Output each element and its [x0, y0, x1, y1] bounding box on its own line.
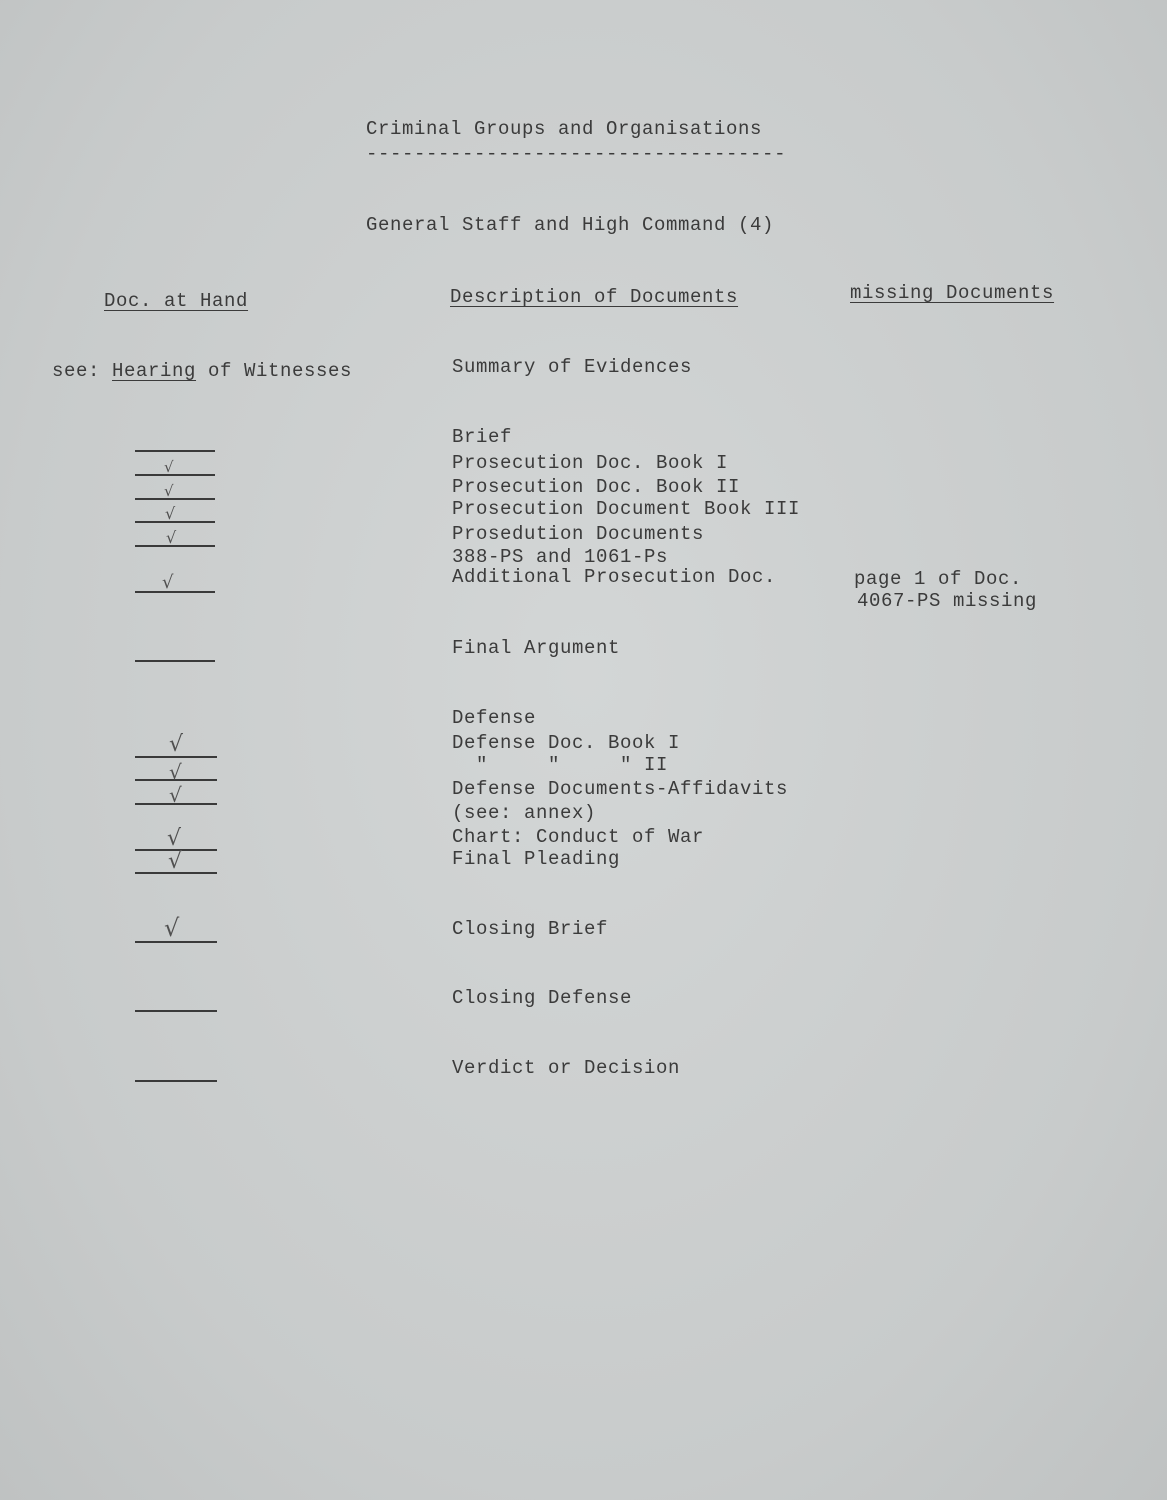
item-pros-docs: Prosedution Documents: [452, 523, 705, 545]
title-underline: -----------------------------------: [366, 143, 787, 165]
item-final-argument: Final Argument: [452, 637, 621, 659]
check-line-pros-book-2: [135, 498, 215, 500]
item-see-annex: (see: annex): [452, 802, 597, 824]
item-defense: Defense: [452, 707, 537, 729]
item-closing-brief: Closing Brief: [452, 918, 609, 940]
item-pros-book-3: Prosecution Document Book III: [452, 498, 801, 520]
page-title: Criminal Groups and Organisations: [366, 118, 763, 140]
checkmark-icon: √: [169, 732, 184, 757]
checkmark-icon: √: [165, 504, 176, 523]
check-line-brief: [135, 450, 215, 452]
check-line-final-argument: [135, 660, 215, 662]
item-defense-book-1: Defense Doc. Book I: [452, 732, 681, 754]
checkmark-icon: √: [169, 760, 182, 784]
item-chart: Chart: Conduct of War: [452, 826, 705, 848]
item-pros-book-2: Prosecution Doc. Book II: [452, 476, 741, 498]
item-brief: Brief: [452, 426, 513, 448]
item-verdict: Verdict or Decision: [452, 1057, 681, 1079]
check-line-closing-defense: [135, 1010, 217, 1012]
missing-note-line-1: page 1 of Doc.: [854, 568, 1023, 590]
see-suffix: of Witnesses: [196, 360, 353, 382]
page-subtitle: General Staff and High Command (4): [366, 214, 775, 236]
hearing-link-text: Hearing: [112, 360, 197, 382]
checkmark-icon: √: [169, 783, 182, 807]
checkmark-icon: √: [168, 849, 183, 874]
column-heading-missing: missing Documents: [850, 282, 1055, 304]
item-additional-prosecution: Additional Prosecution Doc.: [452, 566, 777, 588]
item-pros-book-1: Prosecution Doc. Book I: [452, 452, 729, 474]
item-pros-docs-numbers: 388-PS and 1061-Ps: [452, 546, 669, 568]
checkmark-icon: √: [162, 572, 174, 593]
column-heading-doc-at-hand: Doc. at Hand: [104, 290, 249, 312]
checkmark-icon: √: [164, 482, 174, 500]
check-line-verdict: [135, 1080, 217, 1082]
checkmark-icon: √: [164, 458, 174, 476]
checkmark-icon: √: [164, 914, 180, 942]
column-heading-description: Description of Documents: [450, 286, 739, 308]
item-final-pleading: Final Pleading: [452, 848, 621, 870]
checkmark-icon: √: [166, 528, 177, 547]
check-line-pros-book-1: [135, 474, 215, 476]
missing-note-line-2: 4067-PS missing: [857, 590, 1038, 612]
check-line-additional: [135, 591, 215, 593]
see-prefix: see:: [52, 360, 113, 382]
item-defense-affidavits: Defense Documents-Affidavits: [452, 778, 789, 800]
see-hearing-note: [52, 360, 352, 382]
item-defense-book-2: " " " II: [452, 754, 669, 776]
checkmark-icon: √: [167, 826, 182, 851]
item-closing-defense: Closing Defense: [452, 987, 633, 1009]
item-summary: Summary of Evidences: [452, 356, 693, 378]
